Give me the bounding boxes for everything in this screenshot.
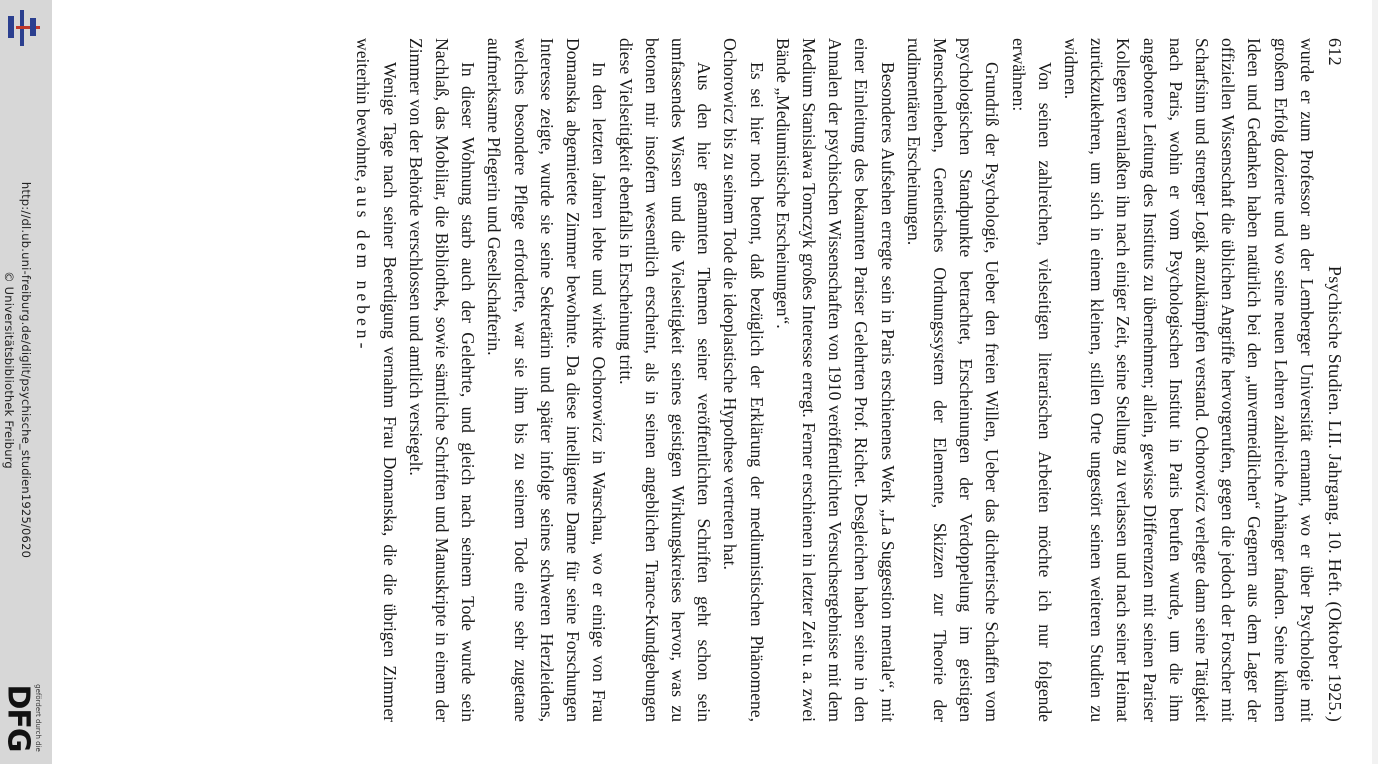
paragraph-2: Von seinen zahlreichen, vielseitigen literarischen Arbeiten möchte ich nur folgende erwähnen: — [1008, 38, 1055, 722]
source-url[interactable]: http://dl.ub.uni-freiburg.de/diglit/psychische_studien1925/0620 — [19, 181, 33, 559]
running-header — [1322, 38, 1348, 722]
dfg-logo: DFG — [0, 684, 36, 752]
viewer-sidebar — [0, 0, 52, 764]
library-logo-icon — [4, 6, 44, 50]
paragraph-9 — [350, 38, 402, 722]
paragraph-9-text: Wenige Tage nach seiner Beerdigung vernahm Frau Domanska, die die übrigen Zimmer weiterhin bewohnte, — [353, 38, 400, 722]
paragraph-3: Grundriß der Psychologie, Ueber den freien Willen, Ueber das dichterische Schaffen vom psychologischen Standpunkte betrachtet, Erscheinungen der Verdoppelung im geistigen Menschenleben, Genetisches Ordnungssystem der Elemente, Skizzen zur Theorie der rudimentären Erscheinungen. — [903, 38, 1003, 722]
page-number: 612 — [1325, 38, 1345, 66]
paragraph-6: Aus den hier genannten Themen seiner veröffentlichten Schriften geht schon sein umfassendes Wissen und die Vielseitigkeit seines geistigen Wirkungskreises hervor, was zu betonen mir insofern wesentlich erscheint, als in seinen angeblichen Trance-Kundgebungen diese Vielseitigkeit ebenfalls in Erscheinung tritt. — [615, 38, 715, 722]
paragraph-4: Besonderes Aufsehen erregte sein in Paris erschienenes Werk „La Suggestion mentale“, mit einer Einleitung des bekannten Pariser Gelehrten Prof. Richet. Desgleichen haben seine in den Annalen der psychischen Wissenschaften von 1910 veröffentlichten Versuchsergebnisse mit dem Medium Stanislawa Tomczyk großes Interesse erregt. Ferner erschienen in letzter Zeit u. a. zwei Bände „Mediumistische Erscheinungen“. — [772, 38, 898, 722]
paragraph-8: In dieser Wohnung starb auch der Gelehrte, und gleich nach seinem Tode wurde sein Nachlaß, das Mobiliar, die Bibliothek, sowie sämtliche Schriften und Manuskripte in einem der Zimmer von der Behörde verschlossen und amtlich versiegelt. — [405, 38, 479, 722]
paragraph-9-spaced-end: aus dem neben- — [353, 186, 374, 353]
dfg-funding-caption: gefördert durch die — [34, 684, 42, 752]
running-title: Psychische Studien. LII. Jahrgang. 10. Heft. (Oktober 1925.) — [1325, 265, 1345, 722]
viewer-right-edge — [1372, 0, 1378, 764]
copyright-notice: © Universitätsbibliothek Freiburg — [2, 271, 16, 469]
page-text-block — [350, 38, 1348, 722]
paragraph-7: In den letzten Jahren lebte und wirkte Ochorowicz in Warschau, wo er einige von Frau Domanska abgemietete Zimmer bewohnte. Da diese intelligente Dame für seine Forschungen Interesse zeigte, wurde sie seine Sekretärin und später infolge seines schweren Herzleidens, welches besondere Pflege erforderte, war sie ihm bis zu seinem Tode eine sehr zugetane aufmerksame Pflegerin und Gesellschafterin. — [484, 38, 610, 722]
paragraph-1: wurde er zum Professor an der Lemberger Universität ernannt, wo er über Psychologie mit großem Erfolg dozierte und wo seine neuen Lehren zahlreiche Anhänger fanden. Seine kühnen Ideen und Gedanken haben natürlich bei den „unvermeidlichen“ Gegnern aus dem Lager der offiziellen Wissenschaft die üblichen Angriffe hervorgerufen, gegen die jedoch der Forscher mit Scharfsinn und strenger Logik anzukämpfen verstand. Ochorowicz verlegte dann seine Tätigkeit nach Paris, wohin er vom Psychologischen Institut in Paris berufen wurde, um die ihm angebotene Leitung des Instituts zu übernehmen; allein, gewisse Differenzen mit seinen Pariser Kollegen veranlaßten ihn nach einiger Zeit, seine Stellung zu verlassen und nach seiner Heimat zurückzukehren, um sich in einem kleinen, stillen Orte ungestört seinen weiteren Studien zu widmen. — [1060, 38, 1317, 722]
paragraph-5: Es sei hier noch betont, daß bezüglich der Erklärung der mediumistischen Phänomene, Ochorowicz bis zu seinem Tode die ideoplastische Hypothese vertreten hat. — [720, 38, 767, 722]
scanned-book-page — [160, 0, 1378, 750]
